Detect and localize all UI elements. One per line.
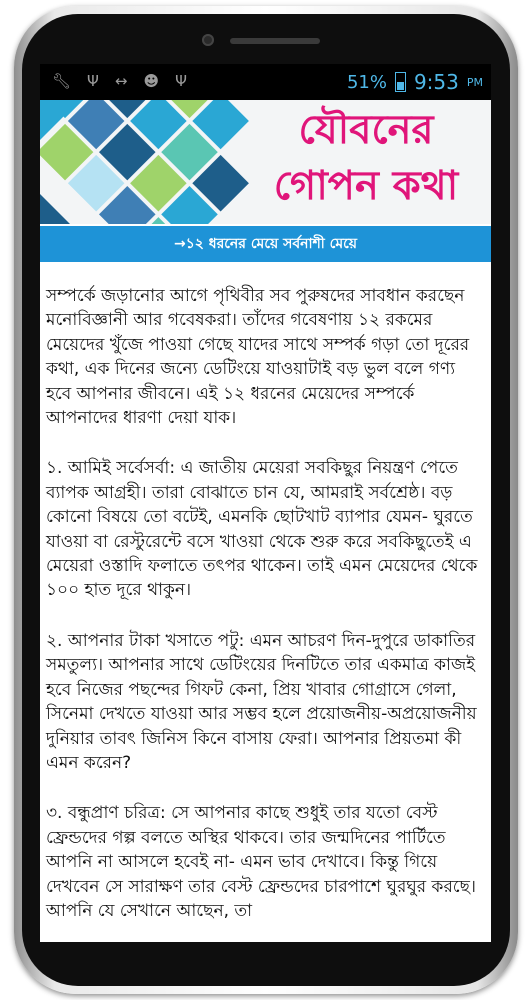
status-right	[347, 70, 483, 94]
banner-title-line2: গোপন কথা	[273, 163, 459, 209]
battery-percent: 51%	[346, 71, 387, 93]
android-icon: ☻	[143, 72, 160, 90]
speaker-grille	[230, 38, 320, 44]
article-title: →১২ ধরনের মেয়ে সর্বনাশী মেয়ে	[40, 226, 491, 262]
article-paragraph: ৩. বন্ধুপ্রাণ চরিত্র: সে আপনার কাছে শুধুই তার যতো বেস্ট ফ্রেন্ডদের গল্প বলতে অস্থির থাকবে। তার জন্মদিনের পার্টিতে আপনি না আসলে হবেই না- এমন ভাব দেখাবে। কিন্তু গিয়ে দেখবেন সে সারাক্ষণ তার বেস্ট ফ্রেন্ডদের চারপাশে ঘুরঘুর করছে। আপনি যে সেখানে আছেন, তা	[46, 803, 477, 921]
banner-title-line1: যৌবনের	[298, 107, 434, 153]
battery-icon	[395, 72, 406, 92]
clock-ampm: PM	[466, 75, 483, 89]
clock: 9:53	[413, 70, 459, 94]
usb-icon: Ψ	[175, 72, 187, 90]
usb-icon: Ψ	[87, 72, 99, 90]
notification-icons	[52, 72, 187, 90]
app-banner	[40, 100, 491, 224]
article-paragraph: ১. আমিই সর্বেসর্বা: এ জাতীয় মেয়েরা সবকিছুর নিয়ন্ত্রণ পেতে ব্যাপক আগ্রহী। তারা বোঝাতে চান যে, আমরাই সর্বশ্রেষ্ঠ। বড় কোনো বিষয়ে তো বটেই, এমনকি ছোটখাট ব্যাপার যেমন- ঘুরতে যাওয়া বা রেস্টুরেন্টে বসে খাওয়া থেকে শুরু করে সবকিছুতেই এ মেয়েরা ওস্তাদি ফলাতে তৎপর থাকেন। তাই এমন মেয়েদের থেকে ১০০ হাত দূরে থাকুন।	[46, 458, 478, 601]
screen	[40, 64, 491, 942]
article-body[interactable]	[40, 262, 491, 942]
banner-title	[246, 102, 486, 214]
article-paragraph: ২. আপনার টাকা খসাতে পটু: এমন আচরণ দিন-দুপুরে ডাকাতির সমতুল্য। আপনার সাথে ডেটিংয়ের দিনটিতে তার একমাত্র কাজই হবে নিজের পছন্দের গিফট কেনা, প্রিয় খাবার গোগ্রাসে গেলা, সিনেমা দেখতে যাওয়া আর সম্ভব হলে প্রয়োজনীয়-অপ্রয়োজনীয় দুনিয়ার তাবৎ জিনিস কিনে বাসায় ফেরা। আপনার প্রিয়তমা কী এমন করেন?	[46, 630, 477, 773]
article-paragraph: সম্পর্কে জড়ানোর আগে পৃথিবীর সব পুরুষদের সাবধান করছেন মনোবিজ্ঞানী আর গবেষকরা। তাঁদের গবেষণায় ১২ রকমের মেয়েদের খুঁজে পাওয়া গেছে যাদের সাথে সম্পর্ক গড়া তো দূরের কথা, এক দিনের জন্যে ডেটিংয়ে যাওয়াটাই বড় ভুল বলে গণ্য হবে আপনার জীবনে। এই ১২ ধরনের মেয়েদের সম্পর্কে আপনাদের ধারণা দেয়া যাক।	[46, 286, 470, 429]
arrows-icon: ↔	[114, 72, 128, 90]
status-bar	[40, 64, 491, 100]
camera-icon	[202, 34, 214, 46]
wrench-icon: 🔧︎	[52, 72, 72, 90]
